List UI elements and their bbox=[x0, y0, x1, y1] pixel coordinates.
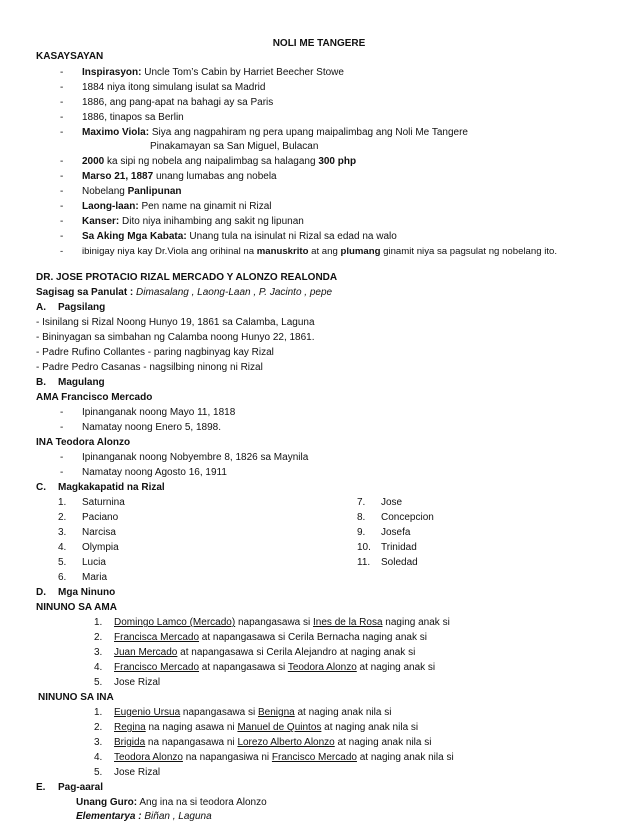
ancestor-item: 2. Regina na naging asawa ni Manuel de Quintos at naging anak nila si bbox=[94, 722, 419, 733]
ancestor-item: 5. Jose Rizal bbox=[94, 677, 161, 688]
section-kapatid-heading: C. Magkakapatid na Rizal bbox=[36, 482, 165, 493]
ama-heading: AMA Francisco Mercado bbox=[36, 392, 153, 403]
sibling-item: 6. Maria bbox=[58, 572, 108, 583]
sibling-item: 11. Soledad bbox=[357, 557, 418, 568]
list-item: - 1886, ang pang-apat na bahagi ay sa Paris bbox=[60, 97, 274, 108]
list-item: - 2000 ka sipi ng nobela ang naipalimbag sa halagang 300 php bbox=[60, 156, 357, 167]
ina-heading: INA Teodora Alonzo bbox=[36, 437, 131, 448]
list-item: - Namatay noong Enero 5, 1898. bbox=[60, 422, 221, 433]
sibling-item: 3. Narcisa bbox=[58, 527, 116, 538]
list-item: - Maximo Viola: Siya ang nagpahiram ng pera upang maipalimbag ang Noli Me Tangere bbox=[60, 127, 468, 138]
ancestor-item: 1. Eugenio Ursua napangasawa si Benigna at naging anak nila si bbox=[94, 707, 392, 718]
list-item: - Bininyagan sa simbahan ng Calamba noong Hunyo 22, 1861. bbox=[36, 332, 315, 343]
section-pagsilang-heading: A. Pagsilang bbox=[36, 302, 106, 313]
list-item: - Laong-laan: Pen name na ginamit ni Rizal bbox=[60, 201, 272, 212]
ancestor-item: 3. Juan Mercado at napangasawa si Cerila Alejandro at naging anak si bbox=[94, 647, 416, 658]
section-magulang-heading: B. Magulang bbox=[36, 377, 105, 388]
ancestor-item: 2. Francisca Mercado at napangasawa si Cerila Bernacha naging anak si bbox=[94, 632, 427, 643]
list-item: - Kanser: Dito niya inihambing ang sakit ng lipunan bbox=[60, 216, 304, 227]
sibling-item: 4. Olympia bbox=[58, 542, 119, 553]
list-item: - Inspirasyon: Uncle Tom’s Cabin by Harriet Beecher Stowe bbox=[60, 67, 344, 78]
ninuno-ama-heading: NINUNO SA AMA bbox=[36, 602, 117, 613]
sibling-item: 5. Lucia bbox=[58, 557, 106, 568]
list-item: - 1884 niya itong simulang isulat sa Madrid bbox=[60, 82, 266, 93]
ancestor-item: 5. Jose Rizal bbox=[94, 767, 161, 778]
list-item: - 1886, tinapos sa Berlin bbox=[60, 112, 184, 123]
list-item-continuation: Pinakamayan sa San Miguel, Bulacan bbox=[150, 141, 319, 152]
ancestor-item: 1. Domingo Lamco (Mercado) napangasawa si Ines de la Rosa naging anak si bbox=[94, 617, 450, 628]
list-item: - ibinigay niya kay Dr.Viola ang orihinal na manuskrito at ang plumang ginamit niya sa pagsulat ng nobelang ito. bbox=[60, 246, 558, 257]
section-pagaaral-heading: E. Pag-aaral bbox=[36, 782, 104, 793]
rizal-heading: DR. JOSE PROTACIO RIZAL MERCADO Y ALONZO REALONDA bbox=[36, 272, 338, 283]
list-item: - Namatay noong Agosto 16, 1911 bbox=[60, 467, 227, 478]
list-item: - Nobelang Panlipunan bbox=[60, 186, 182, 197]
sibling-item: 10. Trinidad bbox=[357, 542, 417, 553]
kasaysayan-heading: KASAYSAYAN bbox=[36, 51, 104, 62]
list-item: - Sa Aking Mga Kabata: Unang tula na isinulat ni Rizal sa edad na walo bbox=[60, 231, 397, 242]
ancestor-item: 4. Francisco Mercado at napangasawa si Teodora Alonzo at naging anak si bbox=[94, 662, 436, 673]
ancestor-item: 3. Brigida na napangasawa ni Lorezo Alberto Alonzo at naging anak nila si bbox=[94, 737, 432, 748]
list-item: - Ipinanganak noong Mayo 11, 1818 bbox=[60, 407, 236, 418]
sibling-item: 1. Saturnina bbox=[58, 497, 125, 508]
sagisag-line: Sagisag sa Panulat : Dimasalang , Laong-Laan , P. Jacinto , pepe bbox=[36, 287, 333, 298]
list-item: - Padre Rufino Collantes - paring nagbinyag kay Rizal bbox=[36, 347, 274, 358]
section-ninuno-heading: D. Mga Ninuno bbox=[36, 587, 116, 598]
list-item: - Isinilang si Rizal Noong Hunyo 19, 1861 sa Calamba, Laguna bbox=[36, 317, 315, 328]
unang-guro-line: Unang Guro: Ang ina na si teodora Alonzo bbox=[76, 797, 267, 808]
sibling-item: 9. Josefa bbox=[357, 527, 411, 538]
list-item: - Ipinanganak noong Nobyembre 8, 1826 sa Maynila bbox=[60, 452, 309, 463]
sibling-item: 8. Concepcion bbox=[357, 512, 434, 523]
elementarya-line: Elementarya : Biñan , Laguna bbox=[76, 811, 212, 822]
ancestor-item: 4. Teodora Alonzo na napangasiwa ni Francisco Mercado at naging anak nila si bbox=[94, 752, 454, 763]
document-title: NOLI ME TANGERE bbox=[272, 38, 366, 49]
ninuno-ina-heading: NINUNO SA INA bbox=[38, 692, 114, 703]
list-item: - Marso 21, 1887 unang lumabas ang nobela bbox=[60, 171, 277, 182]
list-item: - Padre Pedro Casanas - nagsilbing ninong ni Rizal bbox=[36, 362, 263, 373]
sibling-item: 2. Paciano bbox=[58, 512, 119, 523]
sibling-item: 7. Jose bbox=[357, 497, 403, 508]
